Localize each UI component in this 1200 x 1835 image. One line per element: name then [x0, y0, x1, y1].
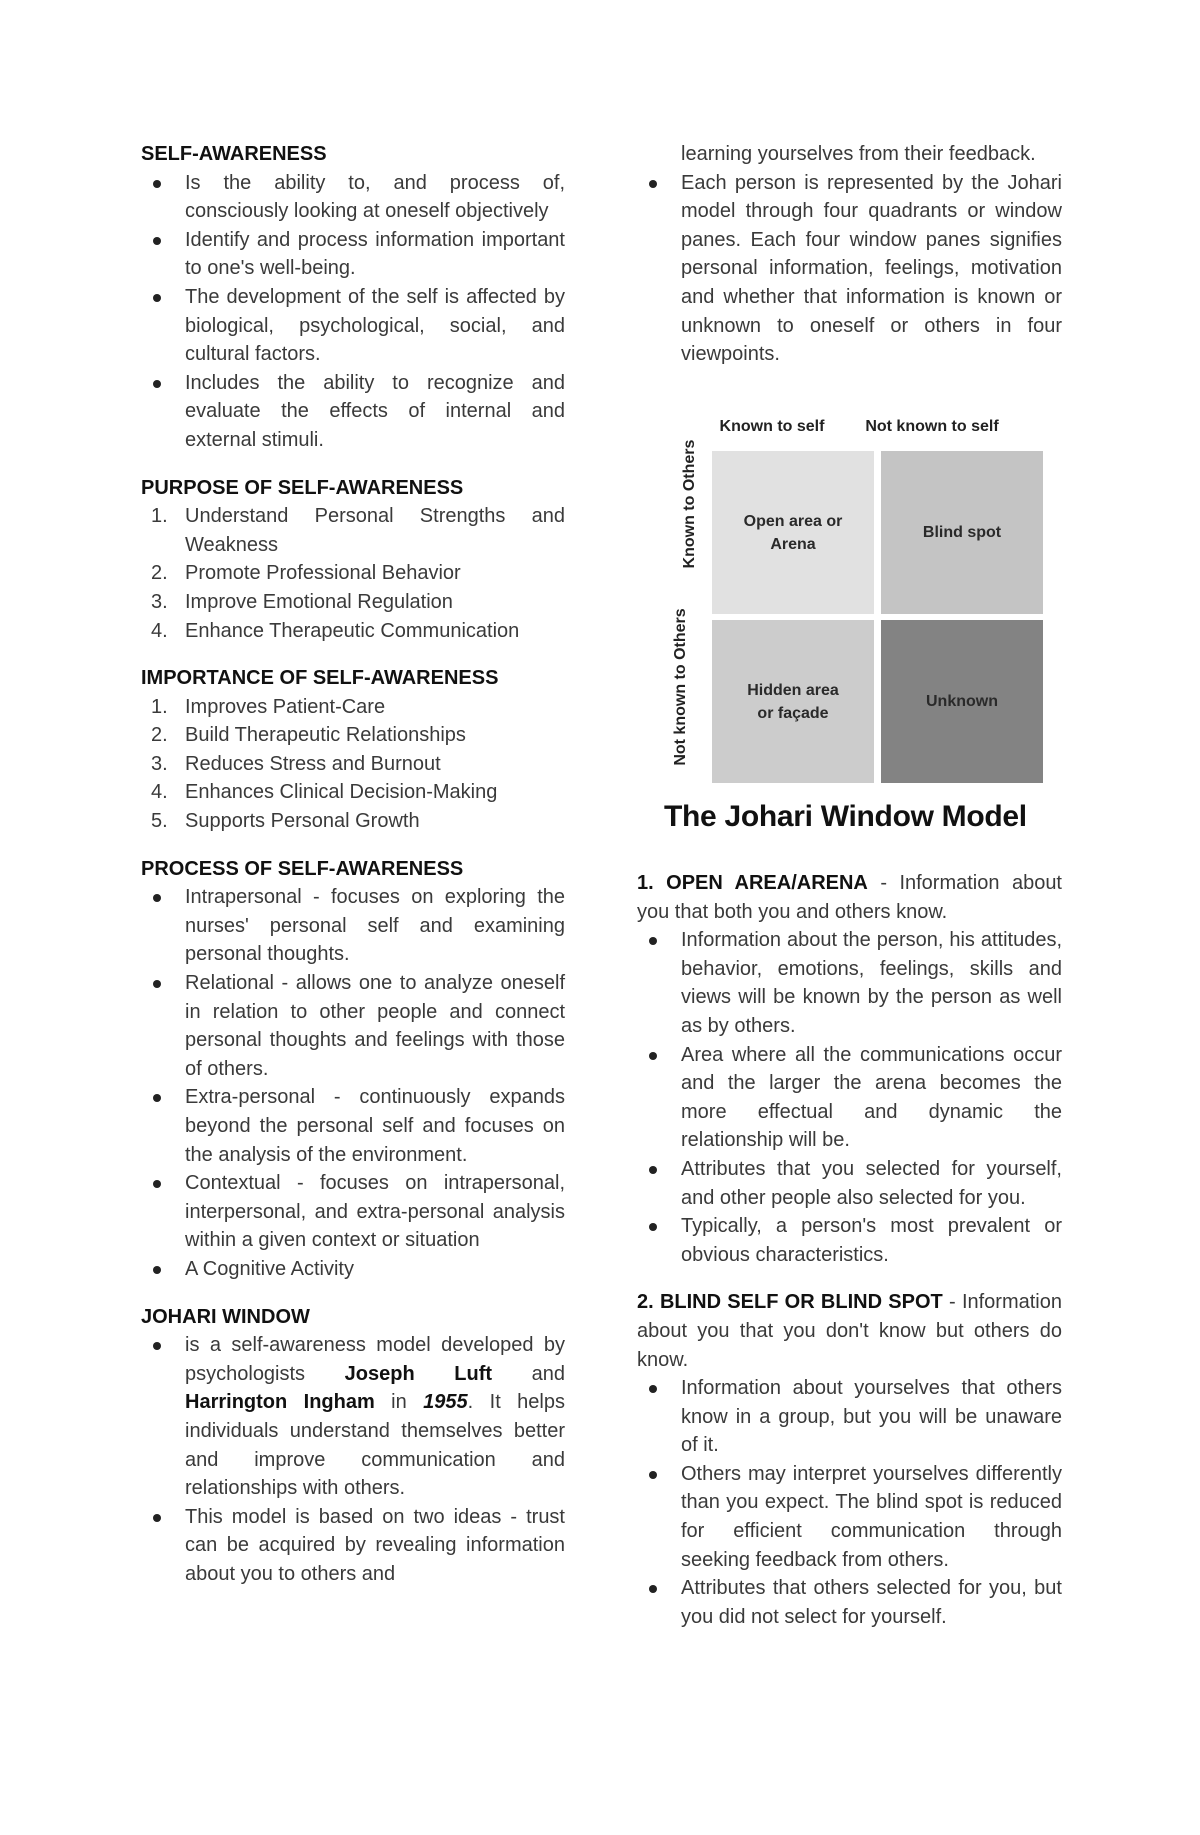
purpose-section [141, 474, 565, 646]
importance-section [141, 664, 565, 836]
list-item: Includes the ability to recognize and evaluate the effects of internal and external stimuli. [141, 369, 565, 455]
process-list [141, 883, 565, 1283]
author-name: Joseph Luft [344, 1362, 493, 1385]
list-item: Intrapersonal - focuses on exploring the nurses' personal self and examining personal thoughts. [141, 883, 565, 969]
list-item: 3. Reduces Stress and Burnout [151, 752, 441, 775]
right-column [637, 140, 1062, 369]
open-area-list [637, 926, 1062, 1269]
column-label-known-to-self: Known to self [719, 418, 825, 435]
column-label-not-known-to-self: Not known to self [865, 418, 999, 435]
purpose-list [141, 502, 565, 645]
open-area-heading: 1. OPEN AREA/ARENA [637, 872, 868, 894]
list-item: The development of the self is affected by biological, psychological, social, and cultural factors. [141, 283, 565, 369]
list-item: Is the ability to, and process of, consciously looking at oneself objectively [141, 169, 565, 226]
blind-spot-section [637, 1288, 1062, 1631]
continued-text: learning yourselves from their feedback. [681, 143, 1036, 165]
purpose-heading: PURPOSE OF SELF-AWARENESS [141, 476, 464, 499]
blind-spot-heading: 2. BLIND SELF OR BLIND SPOT [637, 1291, 943, 1314]
list-item: 1. Understand Personal Strengths and Weakness [151, 505, 565, 556]
pane-unknown: Unknown [881, 620, 1043, 783]
list-item: 1. Improves Patient-Care [151, 695, 386, 718]
figure-title: The Johari Window Model [664, 800, 1027, 833]
list-item: Information about yourselves that others know in a group, but you will be unaware of it. [637, 1374, 1062, 1460]
list-item: Extra-personal - continuously expands beyond the personal self and focuses on the analysis of the environment. [141, 1083, 565, 1169]
author-name: Harrington Ingham [185, 1391, 375, 1414]
list-item: 3. Improve Emotional Regulation [151, 590, 453, 613]
self-awareness-section [141, 140, 565, 455]
list-item: 5. Supports Personal Growth [151, 810, 420, 833]
list-item: 2. Build Therapeutic Relationships [151, 724, 466, 747]
row-label-not-known-to-others: Not known to Others [672, 608, 689, 766]
importance-list [141, 693, 565, 836]
list-item: Attributes that you selected for yourself, and other people also selected for you. [637, 1155, 1062, 1212]
process-heading: PROCESS OF SELF-AWARENESS [141, 857, 464, 880]
list-item: Others may interpret yourselves differently than you expect. The blind spot is reduced for efficient communication through seeking feedback from others. [637, 1460, 1062, 1574]
list-item: A Cognitive Activity [141, 1255, 565, 1284]
list-item: Each person is represented by the Johari model through four quadrants or window panes. Each four window panes signifies personal information, feelings, motivation and whether that information is known or unknown to oneself or others in four viewpoints. [637, 169, 1062, 369]
open-area-lead: 1. OPEN AREA/ARENA - Information about you that both you and others know. [637, 872, 1062, 923]
self-awareness-heading: SELF-AWARENESS [141, 143, 327, 165]
johari-section [141, 1303, 565, 1589]
johari-list [141, 1331, 565, 1588]
self-awareness-list [141, 169, 565, 455]
blind-spot-list [637, 1374, 1062, 1631]
left-column [141, 140, 565, 1608]
list-item: This model is based on two ideas - trust can be acquired by revealing information about you to others and [141, 1503, 565, 1589]
list-item: Area where all the communications occur and the larger the arena becomes the more effectual and dynamic the relationship will be. [637, 1041, 1062, 1155]
list-item: Relational - allows one to analyze oneself in relation to other people and connect personal thoughts and feelings with those of others. [141, 969, 565, 1083]
right-column-lower [637, 869, 1062, 1650]
list-item: 4. Enhances Clinical Decision-Making [151, 781, 498, 804]
johari-heading: JOHARI WINDOW [141, 1305, 310, 1328]
list-item: is a self-awareness model developed by psychologists Joseph Luft and Harrington Ingham in 1955. It helps individuals understand themselves better and improve communication and relationships with others. [141, 1331, 565, 1503]
list-item: Contextual - focuses on intrapersonal, interpersonal, and extra-personal analysis within a given context or situation [141, 1169, 565, 1255]
johari-window-figure [652, 410, 1052, 840]
pane-open-area: Open area or Arena [712, 451, 874, 614]
pane-blind-spot: Blind spot [881, 451, 1043, 614]
list-item: 4. Enhance Therapeutic Communication [151, 619, 520, 642]
year: 1955 [423, 1391, 468, 1414]
importance-heading: IMPORTANCE OF SELF-AWARENESS [141, 667, 499, 690]
list-item: Identify and process information important to one's well-being. [141, 226, 565, 283]
process-section [141, 855, 565, 1284]
list-item: 2. Promote Professional Behavior [151, 562, 461, 585]
list-item: Information about the person, his attitudes, behavior, emotions, feelings, skills and views will be known by the person as well as by others. [637, 926, 1062, 1040]
list-item: Attributes that others selected for you, but you did not select for yourself. [637, 1574, 1062, 1631]
pane-hidden-area: Hidden area or façade [712, 620, 874, 783]
list-item: Typically, a person's most prevalent or obvious characteristics. [637, 1212, 1062, 1269]
open-area-section [637, 869, 1062, 1269]
quadrants-list [637, 169, 1062, 369]
blind-spot-lead: 2. BLIND SELF OR BLIND SPOT - Information about you that you don't know but others do know. [637, 1291, 1062, 1371]
row-label-known-to-others: Known to Others [681, 439, 698, 569]
